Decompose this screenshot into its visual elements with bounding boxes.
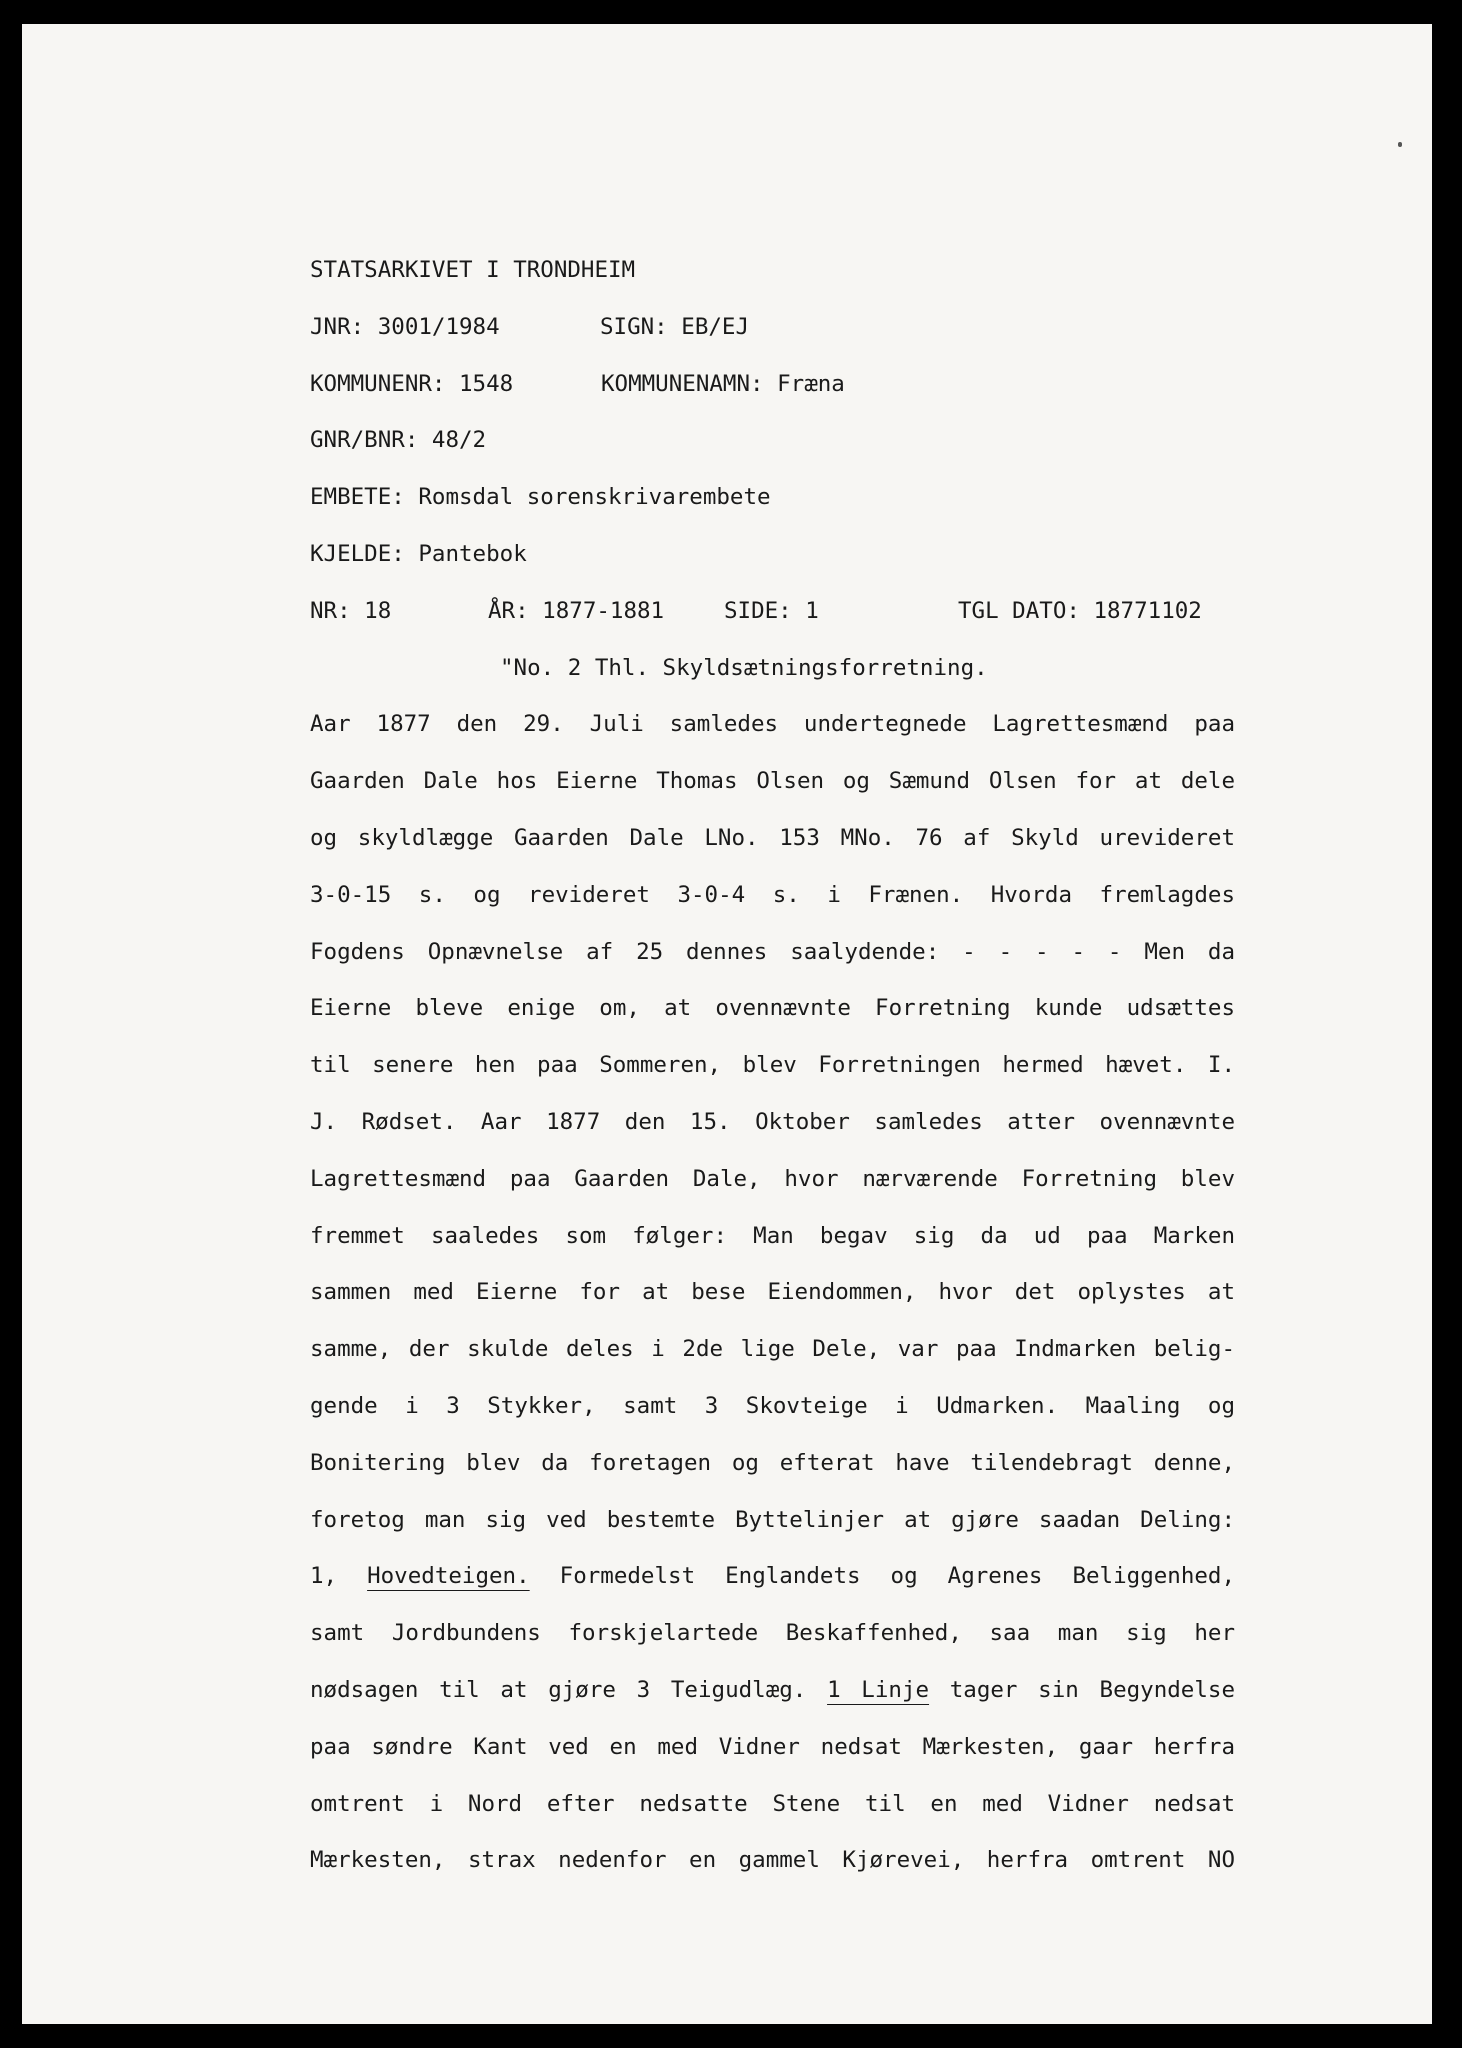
body-line: gende i 3 Stykker, samt 3 Skovteige i Udmarken. Maaling og — [310, 1392, 1235, 1419]
body-line-hovedteigen — [310, 1548, 1235, 1605]
body-line: sammen med Eierne for at bese Eiendommen, hvor det oplystes at — [310, 1279, 1235, 1306]
body-line-linje — [310, 1662, 1235, 1719]
header-jnr-line — [310, 299, 1235, 356]
header-archive-line — [310, 242, 1235, 299]
ar-field: ÅR: 1877-1881 — [488, 597, 665, 624]
header-kommune-line — [310, 356, 1235, 413]
body-line: Lagrettesmænd paa Gaarden Dale, hvor nærværende Forretning blev — [310, 1165, 1235, 1192]
body-line: 3-0-15 s. og revideret 3-0-4 s. i Frænen. Hvorda fremlagdes — [310, 881, 1235, 908]
sign-field: SIGN: EB/EJ — [600, 313, 750, 340]
scan-speck — [1398, 142, 1402, 147]
section-number: 1, — [310, 1563, 338, 1590]
kjelde-field: KJELDE: Pantebok — [310, 540, 527, 567]
body-line: til senere hen paa Sommeren, blev Forretningen hermed hævet. I. — [310, 1052, 1235, 1079]
linje-heading: 1 Linje — [827, 1676, 930, 1703]
side-field: SIDE: 1 — [724, 597, 819, 624]
body-line: J. Rødset. Aar 1877 den 15. Oktober samledes atter ovennævnte — [310, 1108, 1235, 1135]
kommunenavn-field: KOMMUNENAMN: Fræna — [601, 370, 845, 397]
body-line: og skyldlægge Gaarden Dale LNo. 153 MNo. 76 af Skyld urevideret — [310, 824, 1235, 851]
body-line: samme, der skulde deles i 2de lige Dele, var paa Indmarken belig- — [310, 1336, 1235, 1363]
body-line: fremmet saaledes som følger: Man begav sig da ud paa Marken — [310, 1222, 1235, 1249]
typed-document — [310, 242, 1235, 1889]
body-line: Fogdens Opnævnelse af 25 dennes saalydende: - - - - - Men da — [310, 938, 1235, 965]
body-line: Eierne bleve enige om, at ovennævnte Forretning kunde udsættes — [310, 995, 1235, 1022]
line-text-before: nødsagen til at gjøre 3 Teigudlæg. — [310, 1676, 807, 1703]
tgl-dato-field: TGL DATO: 18771102 — [958, 597, 1202, 624]
section-heading: Hovedteigen. — [367, 1563, 530, 1590]
transcription-body — [310, 696, 1235, 1889]
body-line: Bonitering blev da foretagen og efterat have tilendebragt denne, — [310, 1449, 1235, 1476]
body-line: Gaarden Dale hos Eierne Thomas Olsen og Sæmund Olsen for at dele — [310, 768, 1235, 795]
body-line: foretog man sig ved bestemte Byttelinjer at gjøre saadan Deling: — [310, 1506, 1235, 1533]
kommunenr-field: KOMMUNENR: 1548 — [310, 370, 514, 397]
header-embete-line — [310, 469, 1235, 526]
body-line: Mærkesten, strax nedenfor en gammel Kjørevei, herfra omtrent NO — [310, 1847, 1235, 1874]
header-nr-line — [310, 583, 1235, 640]
document-page — [22, 24, 1432, 2024]
header-gnr-line — [310, 412, 1235, 469]
body-line: samt Jordbundens forskjelartede Beskaffenhed, saa man sig her — [310, 1620, 1235, 1647]
body-line: Aar 1877 den 29. Juli samledes undertegnede Lagrettesmænd paa — [310, 711, 1235, 738]
header-kjelde-line — [310, 526, 1235, 583]
body-line: omtrent i Nord efter nedsatte Stene til en med Vidner nedsat — [310, 1790, 1235, 1817]
section-text: Formedelst Englandets og Agrenes Beliggenhed, — [559, 1563, 1236, 1590]
embete-field: EMBETE: Romsdal sorenskrivarembete — [310, 484, 771, 511]
body-line: paa søndre Kant ved en med Vidner nedsat Mærkesten, gaar herfra — [310, 1733, 1235, 1760]
archive-name: STATSARKIVET I TRONDHEIM — [310, 257, 636, 283]
gnr-bnr-field: GNR/BNR: 48/2 — [310, 427, 487, 454]
jnr-field: JNR: 3001/1984 — [310, 313, 500, 340]
document-title: "No. 2 Thl. Skyldsætningsforretning. — [500, 654, 988, 681]
nr-field: NR: 18 — [310, 597, 392, 624]
line-text-after: tager sin Begyndelse — [949, 1676, 1235, 1703]
